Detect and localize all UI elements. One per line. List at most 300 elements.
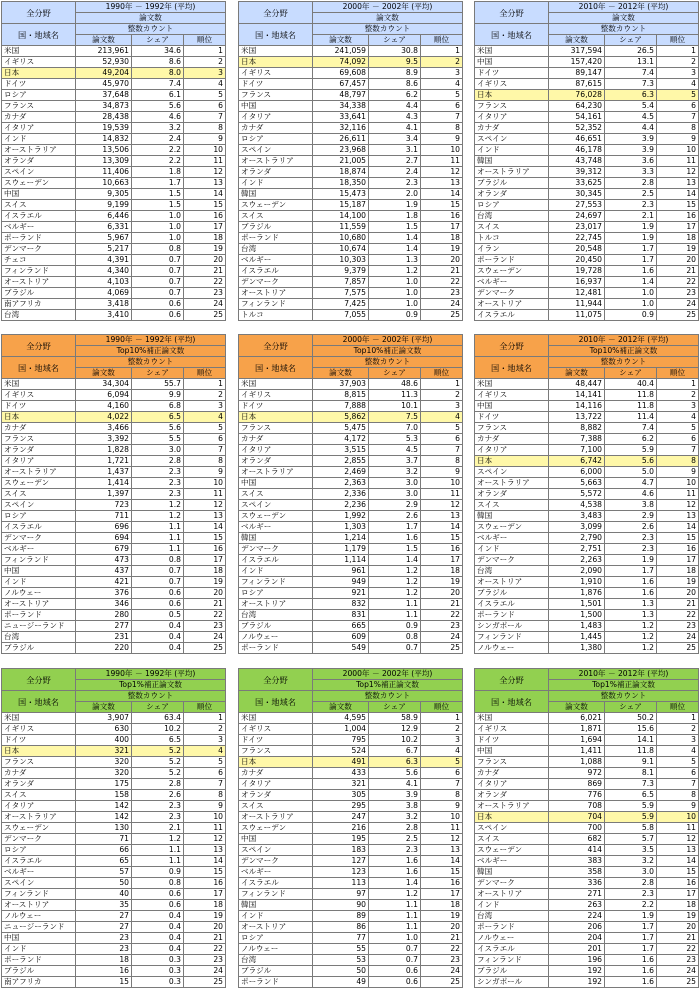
- country-name-cell: 台湾: [2, 310, 76, 321]
- share-cell: 3.7: [369, 456, 421, 467]
- share-cell: 5.3: [369, 434, 421, 445]
- share-cell: 1.6: [605, 955, 657, 966]
- share-cell: 4.1: [369, 123, 421, 134]
- country-name-cell: ポーランド: [475, 255, 549, 266]
- ranking-table-panel: [1, 668, 225, 988]
- country-name-cell: ノルウェー: [239, 632, 313, 643]
- field-label-cell: 全分野: [239, 669, 313, 691]
- paper-count-cell: 16: [76, 966, 132, 977]
- country-name-cell: スペイン: [239, 845, 313, 856]
- rank-cell: 22: [421, 944, 463, 955]
- table-row: [239, 566, 463, 577]
- share-cell: 6.7: [369, 746, 421, 757]
- table-row: [239, 167, 463, 178]
- country-name-cell: 米国: [2, 46, 76, 57]
- rank-cell: 14: [184, 856, 226, 867]
- table-row: [239, 966, 463, 977]
- share-cell: 0.3: [132, 977, 184, 988]
- rank-cell: 3: [657, 68, 699, 79]
- paper-count-cell: 1,694: [549, 735, 605, 746]
- country-name-cell: ベルギー: [239, 867, 313, 878]
- share-cell: 3.2: [605, 856, 657, 867]
- share-cell: 11.3: [369, 390, 421, 401]
- papers-column-header: 論文数: [76, 702, 132, 713]
- share-cell: 8.6: [369, 79, 421, 90]
- paper-count-cell: 7,857: [313, 277, 369, 288]
- country-name-cell: ノルウェー: [2, 911, 76, 922]
- country-name-cell: フランス: [2, 757, 76, 768]
- rank-cell: 24: [421, 966, 463, 977]
- rank-cell: 5: [184, 90, 226, 101]
- table-row: [475, 955, 699, 966]
- rank-cell: 13: [184, 178, 226, 189]
- country-name-cell: スペイン: [2, 878, 76, 889]
- share-cell: 5.7: [605, 834, 657, 845]
- country-name-cell: スイス: [475, 222, 549, 233]
- paper-count-cell: 473: [76, 555, 132, 566]
- country-name-cell: カナダ: [2, 768, 76, 779]
- metric-label: Top1%補正論文数: [313, 680, 463, 691]
- rank-cell: 7: [657, 779, 699, 790]
- country-name-cell: ベルギー: [475, 856, 549, 867]
- rank-cell: 24: [184, 299, 226, 310]
- paper-count-cell: 15: [76, 977, 132, 988]
- rank-cell: 9: [657, 801, 699, 812]
- share-cell: 1.0: [132, 211, 184, 222]
- period-label: 2000年 － 2002年 (平均): [313, 335, 463, 346]
- rank-cell: 14: [184, 522, 226, 533]
- paper-count-cell: 224: [549, 911, 605, 922]
- rank-cell: 1: [184, 46, 226, 57]
- paper-count-cell: 49: [313, 977, 369, 988]
- table-row: [475, 577, 699, 588]
- share-cell: 4.6: [132, 112, 184, 123]
- rank-cell: 5: [184, 757, 226, 768]
- table-row: [475, 68, 699, 79]
- field-label-cell: 全分野: [239, 2, 313, 24]
- country-name-cell: ロシア: [239, 134, 313, 145]
- paper-count-cell: 10,674: [313, 244, 369, 255]
- period-label: 2010年 － 2012年 (平均): [549, 335, 699, 346]
- country-name-cell: オーストリア: [2, 599, 76, 610]
- table-row: [2, 977, 226, 988]
- paper-count-cell: 50: [313, 966, 369, 977]
- table-row: [2, 724, 226, 735]
- rank-cell: 9: [184, 801, 226, 812]
- share-cell: 1.4: [605, 277, 657, 288]
- field-label-cell: 全分野: [475, 335, 549, 357]
- share-cell: 3.5: [605, 845, 657, 856]
- metric-label: 論文数: [76, 13, 226, 24]
- metric-label: Top10%補正論文数: [313, 346, 463, 357]
- country-name-cell: オーストラリア: [2, 812, 76, 823]
- rank-cell: 3: [421, 735, 463, 746]
- country-name-cell: 米国: [475, 46, 549, 57]
- share-cell: 6.2: [369, 90, 421, 101]
- paper-count-cell: 54,161: [549, 112, 605, 123]
- paper-count-cell: 53: [313, 955, 369, 966]
- share-cell: 0.4: [132, 643, 184, 654]
- metric-label: 論文数: [549, 13, 699, 24]
- share-cell: 1.1: [132, 845, 184, 856]
- country-name-cell: ロシア: [2, 90, 76, 101]
- paper-count-cell: 437: [76, 566, 132, 577]
- share-cell: 7.4: [132, 79, 184, 90]
- table-row: [475, 390, 699, 401]
- table-row: [239, 500, 463, 511]
- country-name-cell: イラン: [475, 244, 549, 255]
- share-cell: 2.3: [605, 889, 657, 900]
- rank-cell: 16: [657, 211, 699, 222]
- rank-cell: 8: [657, 456, 699, 467]
- rank-cell: 18: [421, 233, 463, 244]
- country-name-cell: 中国: [239, 834, 313, 845]
- paper-count-cell: 86: [313, 922, 369, 933]
- country-name-cell: インド: [475, 145, 549, 156]
- table-row: [239, 90, 463, 101]
- country-name-cell: フランス: [239, 423, 313, 434]
- table-row: [239, 445, 463, 456]
- table-row: [475, 922, 699, 933]
- table-row: [239, 643, 463, 654]
- paper-count-cell: 1,114: [313, 555, 369, 566]
- ranking-table-panel: [238, 1, 462, 321]
- share-cell: 1.1: [132, 522, 184, 533]
- share-cell: 5.2: [132, 757, 184, 768]
- country-name-cell: インド: [2, 577, 76, 588]
- share-cell: 9.9: [132, 390, 184, 401]
- share-cell: 1.3: [369, 255, 421, 266]
- country-name-cell: オーストラリア: [239, 467, 313, 478]
- period-label: 1990年 － 1992年 (平均): [76, 669, 226, 680]
- share-cell: 3.0: [132, 445, 184, 456]
- paper-count-cell: 220: [76, 643, 132, 654]
- share-cell: 0.8: [132, 555, 184, 566]
- paper-count-cell: 97: [313, 889, 369, 900]
- paper-count-cell: 27: [76, 911, 132, 922]
- share-column-header: シェア: [369, 35, 421, 46]
- country-name-cell: ニュージーランド: [2, 621, 76, 632]
- table-row: [239, 900, 463, 911]
- country-name-cell: ノルウェー: [2, 588, 76, 599]
- rank-cell: 2: [184, 57, 226, 68]
- table-row: [475, 966, 699, 977]
- country-name-cell: ノルウェー: [475, 933, 549, 944]
- paper-count-cell: 35: [76, 900, 132, 911]
- rank-cell: 4: [184, 746, 226, 757]
- field-label-cell: 全分野: [2, 2, 76, 24]
- share-cell: 3.0: [369, 489, 421, 500]
- rank-cell: 4: [657, 79, 699, 90]
- table-row: [475, 779, 699, 790]
- paper-count-cell: 3,410: [76, 310, 132, 321]
- share-cell: 0.5: [132, 610, 184, 621]
- rank-column-header: 順位: [657, 35, 699, 46]
- rank-cell: 16: [421, 544, 463, 555]
- country-name-cell: トルコ: [239, 310, 313, 321]
- rank-cell: 19: [657, 911, 699, 922]
- paper-count-cell: 961: [313, 566, 369, 577]
- country-name-cell: オーストリア: [475, 577, 549, 588]
- country-name-cell: ベルギー: [2, 222, 76, 233]
- country-name-cell: ポーランド: [2, 233, 76, 244]
- table-row: [239, 911, 463, 922]
- table-row: [239, 46, 463, 57]
- country-name-cell: シンガポール: [475, 977, 549, 988]
- table-row: [2, 599, 226, 610]
- rank-cell: 25: [657, 310, 699, 321]
- table-row: [475, 90, 699, 101]
- table-row: [475, 977, 699, 988]
- share-cell: 1.0: [369, 299, 421, 310]
- rank-cell: 13: [657, 178, 699, 189]
- rank-cell: 6: [657, 768, 699, 779]
- country-name-cell: ロシア: [2, 845, 76, 856]
- paper-count-cell: 5,217: [76, 244, 132, 255]
- share-cell: 0.8: [132, 878, 184, 889]
- share-cell: 5.9: [605, 812, 657, 823]
- share-cell: 1.4: [369, 555, 421, 566]
- rank-cell: 10: [421, 145, 463, 156]
- rank-column-header: 順位: [657, 702, 699, 713]
- share-cell: 2.8: [132, 779, 184, 790]
- country-name-cell: ベルギー: [475, 277, 549, 288]
- paper-count-cell: 6,446: [76, 211, 132, 222]
- country-name-cell: オーストリア: [239, 288, 313, 299]
- table-row: [239, 632, 463, 643]
- rank-cell: 16: [184, 878, 226, 889]
- paper-count-cell: 74,092: [313, 57, 369, 68]
- paper-count-cell: 6,021: [549, 713, 605, 724]
- table-row: [2, 255, 226, 266]
- count-method-label: 整数カウント: [549, 357, 699, 368]
- paper-count-cell: 7,425: [313, 299, 369, 310]
- table-row: [2, 834, 226, 845]
- paper-count-cell: 13,506: [76, 145, 132, 156]
- country-name-cell: オランダ: [239, 790, 313, 801]
- paper-count-cell: 1,876: [549, 588, 605, 599]
- rank-cell: 19: [421, 577, 463, 588]
- country-name-cell: オランダ: [239, 167, 313, 178]
- table-row: [475, 401, 699, 412]
- paper-count-cell: 376: [76, 588, 132, 599]
- rank-cell: 11: [657, 156, 699, 167]
- rank-cell: 9: [657, 134, 699, 145]
- paper-count-cell: 320: [76, 768, 132, 779]
- share-cell: 6.1: [132, 90, 184, 101]
- metric-label: Top10%補正論文数: [549, 346, 699, 357]
- table-row: [239, 812, 463, 823]
- country-name-cell: ベルギー: [2, 867, 76, 878]
- paper-count-cell: 6,331: [76, 222, 132, 233]
- rank-cell: 5: [657, 423, 699, 434]
- paper-count-cell: 358: [549, 867, 605, 878]
- table-row: [2, 211, 226, 222]
- rank-cell: 19: [184, 244, 226, 255]
- share-cell: 1.1: [369, 911, 421, 922]
- paper-count-cell: 77: [313, 933, 369, 944]
- table-row: [2, 277, 226, 288]
- rank-cell: 14: [421, 189, 463, 200]
- country-name-cell: フランス: [239, 746, 313, 757]
- share-cell: 2.6: [132, 790, 184, 801]
- share-cell: 11.8: [605, 390, 657, 401]
- rank-cell: 16: [421, 878, 463, 889]
- rank-cell: 8: [184, 456, 226, 467]
- rank-cell: 15: [657, 867, 699, 878]
- share-cell: 1.7: [605, 922, 657, 933]
- share-cell: 3.1: [369, 145, 421, 156]
- rank-cell: 7: [421, 445, 463, 456]
- paper-count-cell: 50: [76, 878, 132, 889]
- table-row: [475, 112, 699, 123]
- share-cell: 1.9: [605, 222, 657, 233]
- paper-count-cell: 5,663: [549, 478, 605, 489]
- table-row: [2, 544, 226, 555]
- table-row: [239, 266, 463, 277]
- share-cell: 2.1: [132, 823, 184, 834]
- country-name-cell: オランダ: [475, 489, 549, 500]
- rank-cell: 3: [184, 68, 226, 79]
- country-name-cell: 韓国: [239, 189, 313, 200]
- country-name-cell: スイス: [239, 211, 313, 222]
- table-row: [2, 867, 226, 878]
- table-row: [239, 746, 463, 757]
- rank-cell: 22: [421, 610, 463, 621]
- paper-count-cell: 549: [313, 643, 369, 654]
- table-row: [475, 412, 699, 423]
- country-name-cell: 韓国: [239, 533, 313, 544]
- rank-cell: 8: [421, 123, 463, 134]
- paper-count-cell: 231: [76, 632, 132, 643]
- paper-count-cell: 23,017: [549, 222, 605, 233]
- rank-cell: 20: [657, 922, 699, 933]
- share-cell: 0.8: [369, 632, 421, 643]
- country-name-cell: 米国: [2, 713, 76, 724]
- rank-cell: 14: [657, 522, 699, 533]
- paper-count-cell: 4,595: [313, 713, 369, 724]
- country-name-cell: デンマーク: [239, 544, 313, 555]
- paper-count-cell: 305: [313, 790, 369, 801]
- share-cell: 1.0: [132, 222, 184, 233]
- share-cell: 5.9: [605, 445, 657, 456]
- table-row: [475, 823, 699, 834]
- share-cell: 1.2: [132, 500, 184, 511]
- rank-cell: 14: [421, 522, 463, 533]
- country-name-cell: ノルウェー: [475, 643, 549, 654]
- table-row: [239, 768, 463, 779]
- rank-cell: 25: [657, 643, 699, 654]
- rank-cell: 18: [657, 900, 699, 911]
- country-name-cell: オーストリア: [475, 889, 549, 900]
- ranking-table: [474, 668, 699, 988]
- table-row: [2, 46, 226, 57]
- rank-cell: 18: [657, 233, 699, 244]
- rank-cell: 19: [184, 911, 226, 922]
- paper-count-cell: 34,338: [313, 101, 369, 112]
- rank-cell: 8: [184, 790, 226, 801]
- rank-cell: 15: [421, 867, 463, 878]
- rank-cell: 7: [421, 779, 463, 790]
- rank-cell: 13: [421, 845, 463, 856]
- table-row: [475, 713, 699, 724]
- paper-count-cell: 1,179: [313, 544, 369, 555]
- rank-cell: 17: [421, 222, 463, 233]
- paper-count-cell: 16,937: [549, 277, 605, 288]
- table-row: [239, 401, 463, 412]
- region-label-cell: 国・地域名: [475, 691, 549, 713]
- share-cell: 3.8: [369, 801, 421, 812]
- table-row: [239, 123, 463, 134]
- country-name-cell: イギリス: [2, 390, 76, 401]
- country-name-cell: オランダ: [2, 779, 76, 790]
- paper-count-cell: 241,059: [313, 46, 369, 57]
- rank-cell: 22: [657, 610, 699, 621]
- papers-column-header: 論文数: [76, 368, 132, 379]
- rank-cell: 16: [184, 544, 226, 555]
- rank-cell: 25: [184, 643, 226, 654]
- table-row: [2, 145, 226, 156]
- paper-count-cell: 317,594: [549, 46, 605, 57]
- country-name-cell: スイス: [2, 489, 76, 500]
- share-cell: 6.5: [132, 412, 184, 423]
- paper-count-cell: 33,625: [549, 178, 605, 189]
- paper-count-cell: 630: [76, 724, 132, 735]
- country-name-cell: 日本: [239, 757, 313, 768]
- rank-cell: 2: [184, 724, 226, 735]
- rank-cell: 6: [184, 768, 226, 779]
- rank-cell: 11: [421, 823, 463, 834]
- rank-cell: 21: [421, 266, 463, 277]
- paper-count-cell: 45,970: [76, 79, 132, 90]
- table-row: [239, 724, 463, 735]
- share-cell: 1.4: [369, 233, 421, 244]
- paper-count-cell: 831: [313, 610, 369, 621]
- region-label-cell: 国・地域名: [239, 357, 313, 379]
- rank-cell: 20: [657, 588, 699, 599]
- share-cell: 2.7: [369, 156, 421, 167]
- share-cell: 1.9: [605, 233, 657, 244]
- country-name-cell: ドイツ: [475, 412, 549, 423]
- share-cell: 1.9: [605, 911, 657, 922]
- share-cell: 7.3: [605, 79, 657, 90]
- table-row: [239, 588, 463, 599]
- table-row: [239, 955, 463, 966]
- country-name-cell: スウェーデン: [475, 845, 549, 856]
- table-row: [2, 911, 226, 922]
- rank-cell: 20: [184, 255, 226, 266]
- country-name-cell: イギリス: [475, 724, 549, 735]
- rank-cell: 21: [184, 266, 226, 277]
- share-cell: 6.5: [605, 790, 657, 801]
- country-name-cell: フィンランド: [475, 632, 549, 643]
- country-name-cell: 南アフリカ: [2, 977, 76, 988]
- table-row: [2, 812, 226, 823]
- rank-cell: 23: [657, 621, 699, 632]
- share-cell: 0.7: [132, 266, 184, 277]
- paper-count-cell: 127: [313, 856, 369, 867]
- paper-count-cell: 30,345: [549, 189, 605, 200]
- rank-cell: 23: [184, 621, 226, 632]
- rank-cell: 11: [421, 156, 463, 167]
- table-row: [475, 445, 699, 456]
- paper-count-cell: 271: [549, 889, 605, 900]
- table-row: [239, 112, 463, 123]
- table-row: [2, 533, 226, 544]
- country-name-cell: インド: [475, 544, 549, 555]
- country-name-cell: ベルギー: [239, 255, 313, 266]
- rank-cell: 9: [657, 467, 699, 478]
